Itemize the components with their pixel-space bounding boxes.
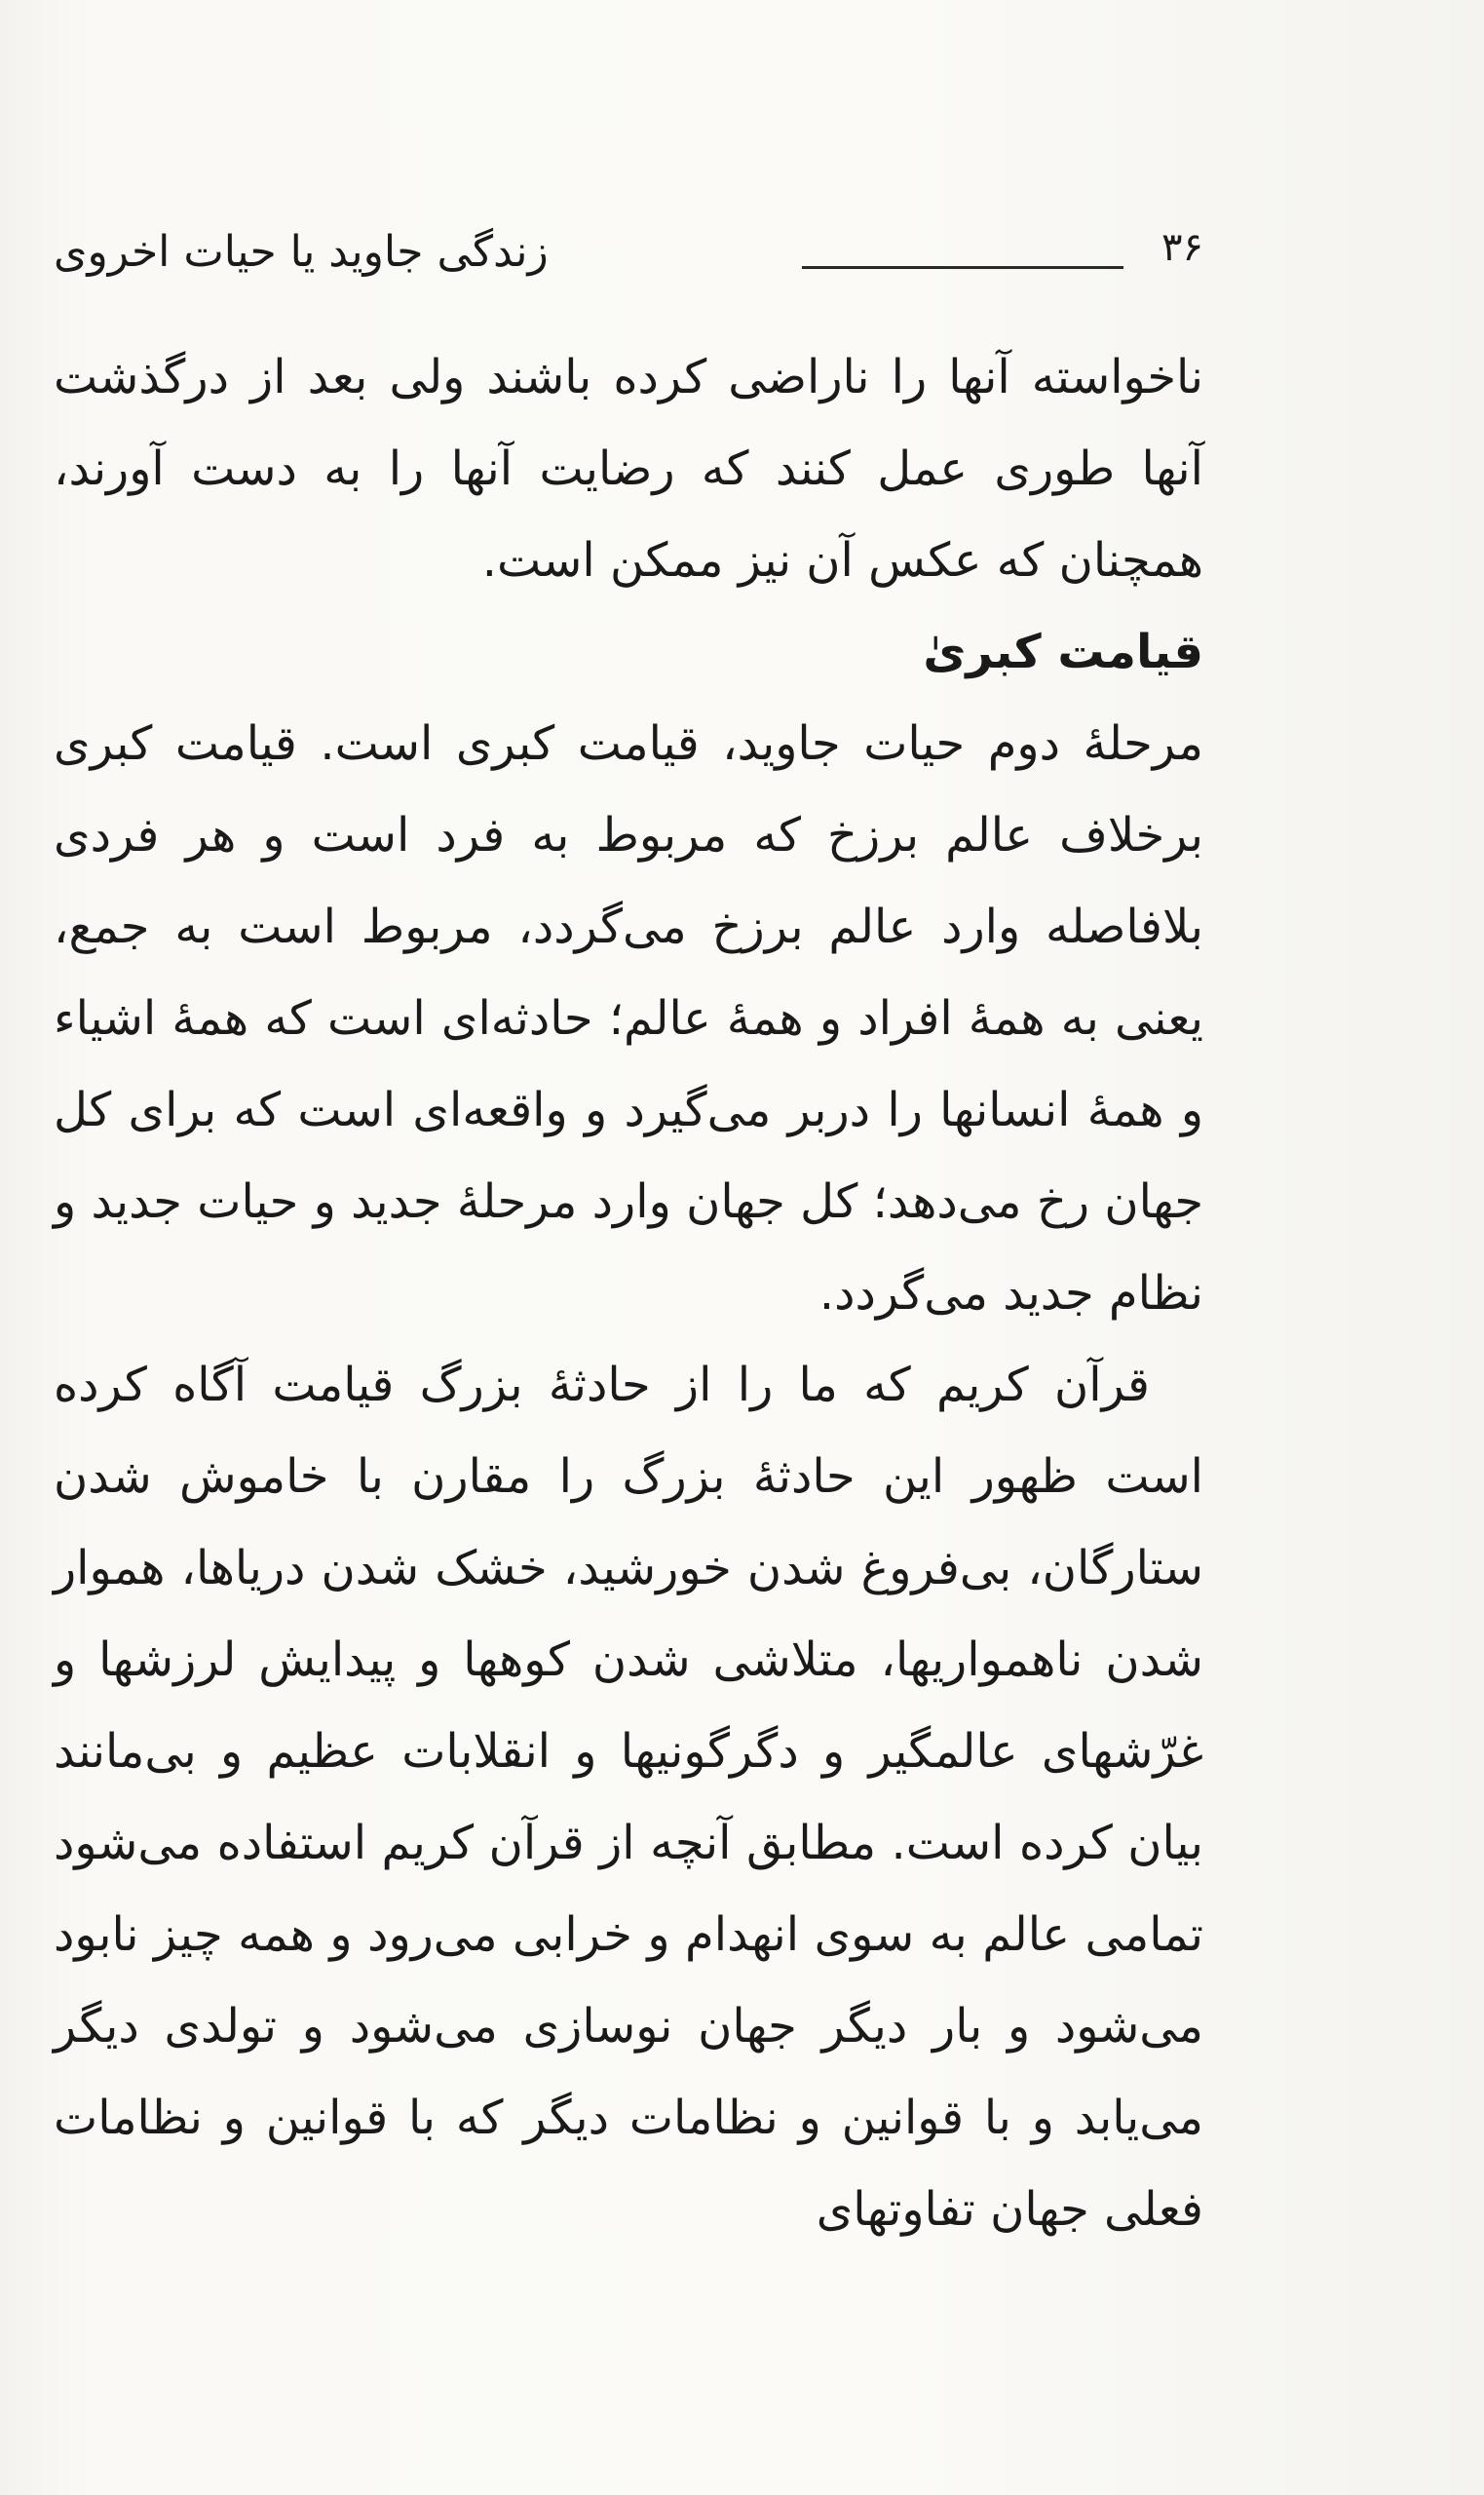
header-rule bbox=[802, 266, 1123, 269]
paragraph-quran: قرآن کریم که ما را از حادثۀ بزرگ قیامت آگاه کرده است ظهور این حادثۀ بزرگ را مقارن با خاموش شدن ستارگان، بی‌فروغ شدن خورشید، خشک شدن دریاها، هموار شدن ناهمواریها، متلاشی شدن کوهها و پیدایش لرزشها و غرّشهای عالمگیر و دگرگونیها و انقلابات عظیم و بی‌مانند بیان کرده است. مطابق آنچه از قرآن کریم استفاده می‌شود تمامی عالم به سوی انهدام و خرابی می‌رود و همه چیز نابود می‌شود و بار دیگر جهان نوسازی می‌شود و تولدی دیگر می‌یابد و با قوانین و نظامات دیگر که با قوانین و نظامات فعلی جهان تفاوتهای bbox=[54, 1358, 1203, 2237]
paragraph-second-stage: مرحلۀ دوم حیات جاوید، قیامت کبری است. قیامت کبری برخلاف عالم برزخ که مربوط به فرد است و هر فردی بلافاصله وارد عالم برزخ می‌گردد، مربوط است به جمع، یعنی به همۀ افراد و همۀ عالم؛ حادثه‌ای است که همۀ اشیاء و همۀ انسانها را دربر می‌گیرد و واقعه‌ای است که برای کل جهان رخ می‌دهد؛ کل جهان وارد مرحلۀ جدید و حیات جدید و نظام جدید می‌گردد. bbox=[54, 716, 1203, 1321]
page-number: ۳۶ bbox=[1161, 225, 1203, 270]
paragraph-continued: ناخواسته آنها را ناراضی کرده باشند ولی بعد از درگذشت آنها طوری عمل کنند که رضایت آنها را به دست آورند، همچنان که عکس آن نیز ممکن است. bbox=[54, 350, 1203, 588]
section-heading: قیامت کبریٰ bbox=[923, 625, 1203, 679]
body-text bbox=[54, 331, 1203, 2255]
running-title: زندگی جاوید یا حیات اخروی bbox=[54, 227, 549, 277]
page-header bbox=[54, 219, 1203, 297]
